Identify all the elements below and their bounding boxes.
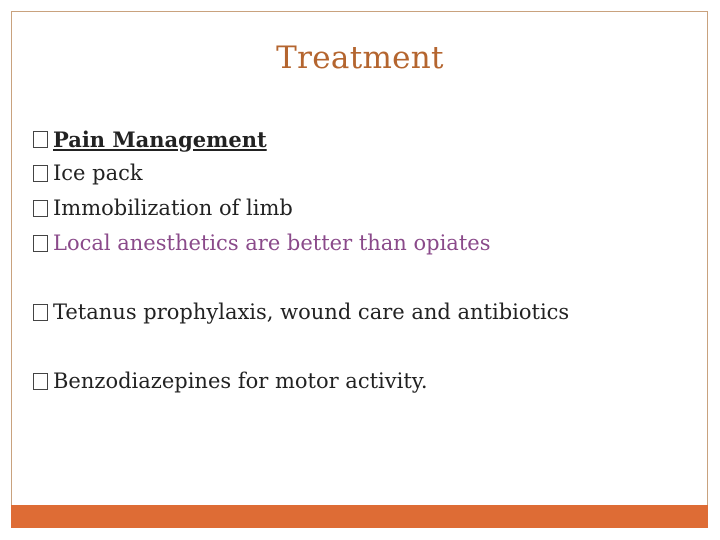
box-bullet-icon: [33, 131, 48, 148]
bullet-item-pain-management: [33, 124, 267, 154]
bullet-item-local-anesthetics: [33, 228, 490, 258]
bullet-text: Ice pack: [53, 160, 143, 185]
bullet-item-ice-pack: [33, 158, 143, 188]
box-bullet-icon: [33, 373, 48, 390]
bullet-text: Pain Management: [53, 126, 267, 152]
bullet-text: Tetanus prophylaxis, wound care and antibiotics: [53, 299, 570, 324]
box-bullet-icon: [33, 200, 48, 217]
bullet-item-benzodiazepines: [33, 366, 428, 396]
bullet-text: Benzodiazepines for motor activity.: [53, 368, 428, 393]
bullet-item-tetanus: [33, 297, 569, 327]
slide-title: Treatment: [276, 40, 444, 76]
bullet-text: Immobilization of limb: [53, 195, 293, 220]
slide-frame: [11, 11, 708, 528]
box-bullet-icon: [33, 235, 48, 252]
box-bullet-icon: [33, 165, 48, 182]
bottom-accent-bar: [11, 505, 708, 528]
box-bullet-icon: [33, 304, 48, 321]
bullet-item-immobilization: [33, 193, 293, 223]
bullet-text: Local anesthetics are better than opiates: [53, 230, 491, 255]
